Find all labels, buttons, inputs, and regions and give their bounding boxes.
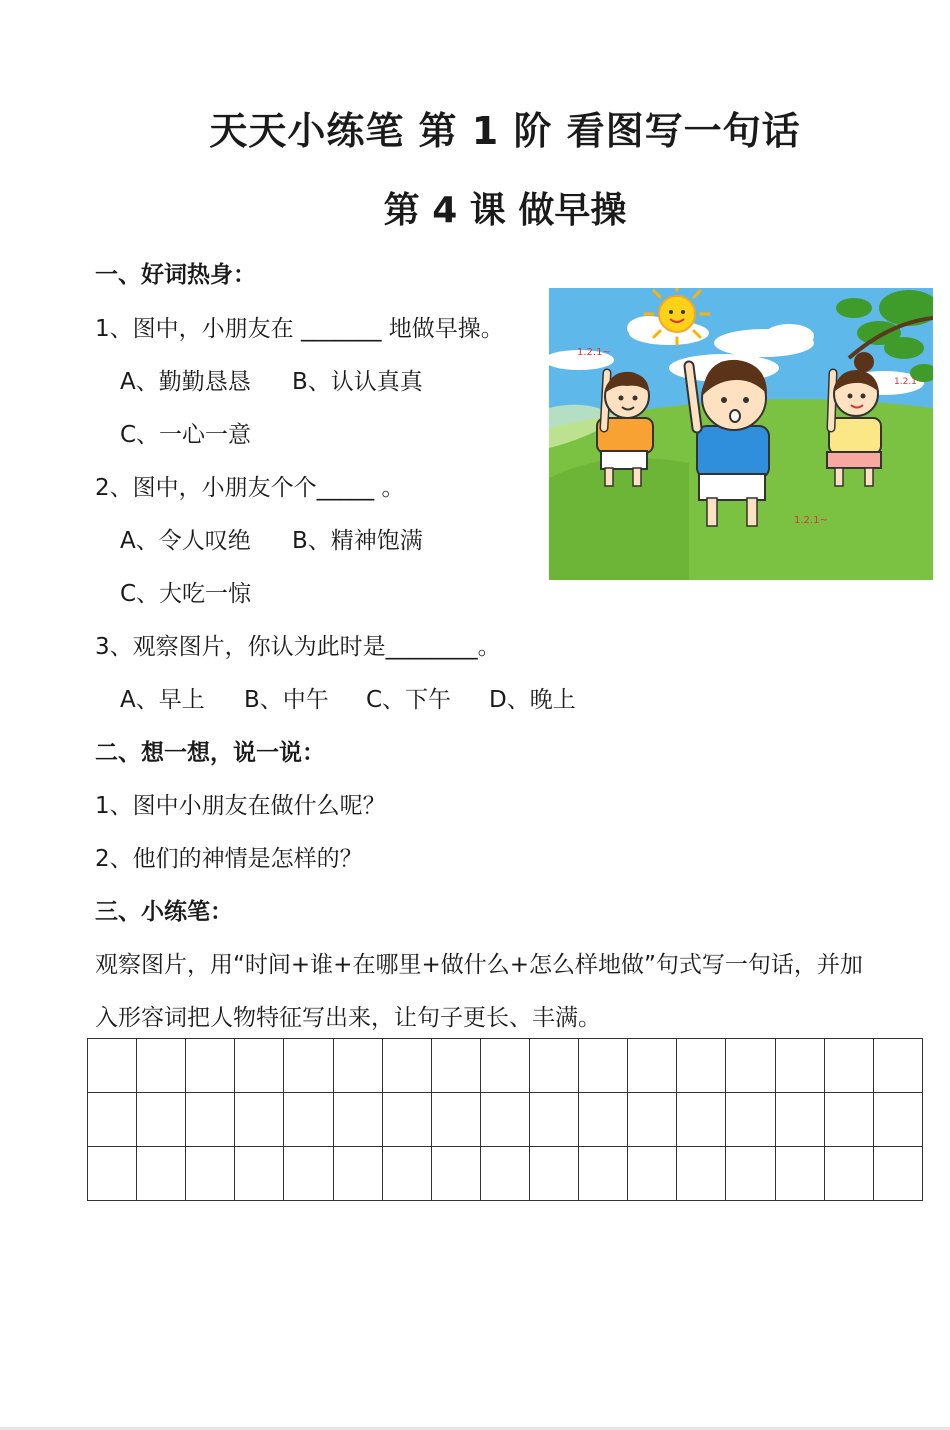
q3-option-a: A、早上 bbox=[120, 687, 205, 713]
grid-row bbox=[88, 1093, 923, 1147]
grid-cell[interactable] bbox=[186, 1147, 235, 1201]
grid-cell[interactable] bbox=[824, 1039, 873, 1093]
grid-cell[interactable] bbox=[726, 1039, 775, 1093]
grid-cell[interactable] bbox=[677, 1093, 726, 1147]
grid-cell[interactable] bbox=[726, 1147, 775, 1201]
grid-cell[interactable] bbox=[579, 1093, 628, 1147]
grid-cell[interactable] bbox=[529, 1093, 578, 1147]
grid-cell[interactable] bbox=[431, 1093, 480, 1147]
left-boy bbox=[597, 372, 653, 486]
grid-cell[interactable] bbox=[628, 1093, 677, 1147]
count-text-right: 1.2.1 bbox=[894, 377, 917, 387]
count-text-bottom: 1.2.1~ bbox=[794, 515, 828, 526]
grid-cell[interactable] bbox=[235, 1039, 284, 1093]
q2-option-a: A、令人叹绝 bbox=[120, 528, 251, 554]
grid-cell[interactable] bbox=[873, 1093, 922, 1147]
q1-option-a: A、勤勤恳恳 bbox=[120, 369, 251, 395]
grid-cell[interactable] bbox=[873, 1039, 922, 1093]
count-text-left: 1.2.1~ bbox=[577, 347, 611, 358]
q3-option-b: B、中午 bbox=[244, 687, 329, 713]
q3-option-d: D、晚上 bbox=[489, 687, 576, 713]
grid-cell[interactable] bbox=[382, 1093, 431, 1147]
grid-cell[interactable] bbox=[873, 1147, 922, 1201]
grid-cell[interactable] bbox=[284, 1093, 333, 1147]
question-2-2: 2、他们的神情是怎样的？ bbox=[95, 846, 363, 872]
grid-cell[interactable] bbox=[628, 1147, 677, 1201]
section1-heading: 一、好词热身： bbox=[95, 262, 256, 288]
grid-cell[interactable] bbox=[579, 1039, 628, 1093]
grid-cell[interactable] bbox=[480, 1147, 529, 1201]
grid-cell[interactable] bbox=[431, 1147, 480, 1201]
grid-cell[interactable] bbox=[284, 1039, 333, 1093]
question-2-1: 1、图中小朋友在做什么呢？ bbox=[95, 793, 386, 819]
q1-option-b: B、认认真真 bbox=[292, 369, 423, 395]
grid-cell[interactable] bbox=[677, 1039, 726, 1093]
grid-row bbox=[88, 1039, 923, 1093]
grid-cell[interactable] bbox=[333, 1093, 382, 1147]
instruction-line-2: 入形容词把人物特征写出来，让句子更长、丰满。 bbox=[95, 1005, 601, 1031]
grid-cell[interactable] bbox=[88, 1039, 137, 1093]
grid-cell[interactable] bbox=[628, 1039, 677, 1093]
grid-cell[interactable] bbox=[529, 1147, 578, 1201]
q2-option-b: B、精神饱满 bbox=[292, 528, 423, 554]
grid-cell[interactable] bbox=[137, 1093, 186, 1147]
morning-exercise-illustration bbox=[549, 288, 933, 580]
q3-option-c: C、下午 bbox=[366, 687, 452, 713]
grid-cell[interactable] bbox=[529, 1039, 578, 1093]
section3-heading: 三、小练笔： bbox=[95, 899, 233, 925]
grid-cell[interactable] bbox=[333, 1147, 382, 1201]
question-1-2: 2、图中，小朋友个个_____ 。 bbox=[95, 475, 405, 501]
grid-cell[interactable] bbox=[235, 1147, 284, 1201]
grid-cell[interactable] bbox=[88, 1147, 137, 1201]
grid-row bbox=[88, 1147, 923, 1201]
grid-cell[interactable] bbox=[284, 1147, 333, 1201]
worksheet-title: 天天小练笔 第 1 阶 看图写一句话 bbox=[209, 109, 801, 153]
grid-cell[interactable] bbox=[775, 1147, 824, 1201]
grid-cell[interactable] bbox=[88, 1093, 137, 1147]
grid-cell[interactable] bbox=[382, 1147, 431, 1201]
grid-cell[interactable] bbox=[775, 1093, 824, 1147]
grid-cell[interactable] bbox=[480, 1039, 529, 1093]
question-1-1: 1、图中，小朋友在 _______ 地做早操。 bbox=[95, 316, 504, 342]
grid-cell[interactable] bbox=[726, 1093, 775, 1147]
writing-grid[interactable] bbox=[87, 1038, 923, 1201]
lesson-title: 第 4 课 做早操 bbox=[383, 190, 627, 231]
grid-cell[interactable] bbox=[824, 1147, 873, 1201]
section2-heading: 二、想一想，说一说： bbox=[95, 740, 325, 766]
grid-cell[interactable] bbox=[431, 1039, 480, 1093]
grid-cell[interactable] bbox=[775, 1039, 824, 1093]
grid-cell[interactable] bbox=[186, 1039, 235, 1093]
grid-cell[interactable] bbox=[137, 1039, 186, 1093]
instruction-line-1: 观察图片，用“时间+谁+在哪里+做什么+怎么样地做”句式写一句话，并加 bbox=[95, 952, 863, 978]
grid-cell[interactable] bbox=[824, 1093, 873, 1147]
grid-cell[interactable] bbox=[579, 1147, 628, 1201]
question-1-3: 3、观察图片，你认为此时是________。 bbox=[95, 634, 501, 660]
grid-cell[interactable] bbox=[382, 1039, 431, 1093]
grid-cell[interactable] bbox=[137, 1147, 186, 1201]
grid-cell[interactable] bbox=[677, 1147, 726, 1201]
grid-cell[interactable] bbox=[186, 1093, 235, 1147]
grid-cell[interactable] bbox=[333, 1039, 382, 1093]
q1-option-c: C、一心一意 bbox=[120, 422, 252, 448]
grid-cell[interactable] bbox=[480, 1093, 529, 1147]
grid-cell[interactable] bbox=[235, 1093, 284, 1147]
q2-option-c: C、大吃一惊 bbox=[120, 581, 252, 607]
